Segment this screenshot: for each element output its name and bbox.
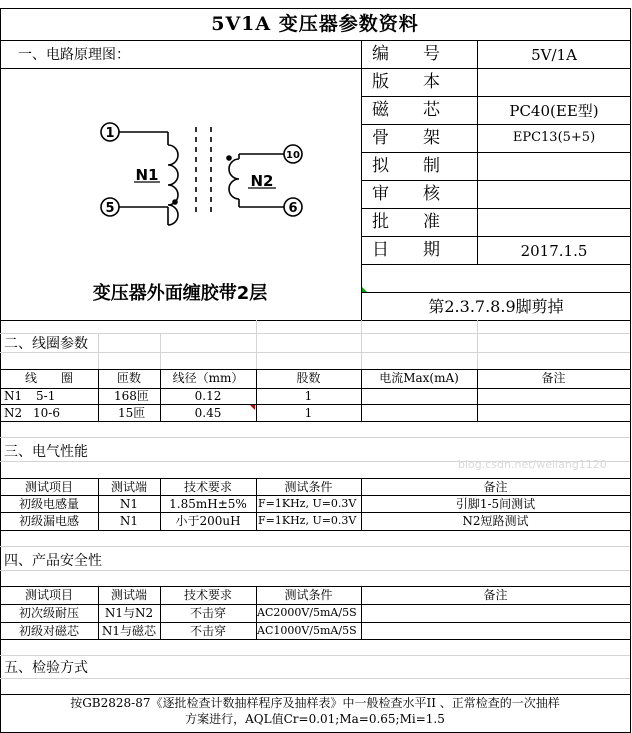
safety-condition: AC1000V/5mA/5S xyxy=(257,624,357,637)
inspection-text-line1: 按GB2828-87《逐批检查计数抽样程序及抽样表》中一般检查水平II 、正常检查的一次抽样 xyxy=(70,696,560,710)
info-value-core: PC40(EE型) xyxy=(509,102,599,120)
diagram-caption: 变压器外面缠胶带2层 xyxy=(92,283,268,304)
coil-header-winding: 线 圈 xyxy=(24,371,73,385)
coil-strands: 1 xyxy=(304,389,313,403)
primary-coil xyxy=(168,145,178,225)
section-circuit: 一、电路原理图： xyxy=(18,47,130,63)
comment-marker xyxy=(362,287,367,292)
pin-1-label: 1 xyxy=(105,126,115,141)
pin-note: 第2.3.7.8.9脚剪掉 xyxy=(428,297,564,316)
coil-name: N1 xyxy=(4,389,23,403)
elec-item: 初级漏电感 xyxy=(18,514,79,528)
elec-header-item: 测试项目 xyxy=(24,480,73,494)
section-electrical: 三、电气性能 xyxy=(4,444,88,460)
safety-header-requirement: 技术要求 xyxy=(183,588,232,602)
n2-label: N2 xyxy=(250,172,274,190)
pin-6-label: 6 xyxy=(288,201,298,216)
section-inspection: 五、检验方式 xyxy=(4,660,88,676)
coil-diameter: 0.45 xyxy=(194,406,222,420)
section-coil: 二、线圈参数 xyxy=(4,336,88,352)
coil-diameter: 0.12 xyxy=(194,389,222,403)
coil-header-diameter: 线径（mm） xyxy=(172,371,244,385)
elec-condition: F=1KHz, U=0.3V xyxy=(258,514,357,527)
info-value-bobbin: EPC13(5+5) xyxy=(512,130,596,145)
safety-requirement: 不击穿 xyxy=(189,606,226,620)
secondary-dot xyxy=(226,155,232,161)
elec-requirement: 1.85mH±5% xyxy=(169,497,247,511)
elec-terminal: N1 xyxy=(119,497,139,511)
coil-header-note: 备注 xyxy=(541,371,566,385)
elec-header-condition: 测试条件 xyxy=(284,480,333,494)
safety-item: 初级对磁芯 xyxy=(18,624,79,638)
safety-terminal: N1与磁芯 xyxy=(101,624,157,638)
elec-header-requirement: 技术要求 xyxy=(183,480,232,494)
info-label-reviewed: 审 核 xyxy=(372,184,440,204)
inspection-text-line2: 方案进行，AQL值Cr=0.01;Ma=0.65;Mi=1.5 xyxy=(185,712,445,726)
elec-terminal: N1 xyxy=(119,514,139,528)
safety-header-item: 测试项目 xyxy=(24,588,73,602)
info-value-date: 2017.1.5 xyxy=(520,242,588,260)
safety-header-terminal: 测试端 xyxy=(110,588,147,602)
elec-note: 引脚1-5间测试 xyxy=(455,497,536,511)
info-value-code: 5V/1A xyxy=(531,46,577,64)
coil-pins: 10-6 xyxy=(33,406,60,420)
coil-pins: 5-1 xyxy=(36,389,56,403)
info-label-drafted: 拟 制 xyxy=(372,156,440,176)
info-label-bobbin: 骨 架 xyxy=(372,128,440,148)
safety-header-note: 备注 xyxy=(483,588,508,602)
coil-turns: 168匝 xyxy=(114,389,149,403)
elec-note: N2短路测试 xyxy=(462,514,529,528)
elec-requirement: 小于200uH xyxy=(175,514,241,528)
safety-condition: AC2000V/5mA/5S xyxy=(257,606,357,619)
safety-terminal: N1与N2 xyxy=(104,606,154,620)
coil-strands: 1 xyxy=(304,406,313,420)
coil-header-current: 电流Max(mA) xyxy=(379,371,459,385)
coil-header-turns: 匝数 xyxy=(116,371,141,385)
coil-name: N2 xyxy=(4,406,23,420)
safety-header-condition: 测试条件 xyxy=(284,588,333,602)
n1-label: N1 xyxy=(135,166,159,184)
watermark: blog.csdn.net/weilang1120 xyxy=(458,458,607,471)
info-label-core: 磁 芯 xyxy=(372,100,440,120)
primary-dot xyxy=(172,199,178,205)
coil-turns: 15匝 xyxy=(118,406,146,420)
secondary-coil xyxy=(229,159,239,199)
coil-header-strands: 股数 xyxy=(296,371,321,385)
section-safety: 四、产品安全性 xyxy=(4,553,102,569)
info-label-version: 版 本 xyxy=(372,72,440,92)
elec-item: 初级电感量 xyxy=(18,497,79,511)
elec-header-terminal: 测试端 xyxy=(110,480,147,494)
pin-10-label: 10 xyxy=(286,150,300,161)
safety-requirement: 不击穿 xyxy=(189,624,226,638)
info-label-approved: 批 准 xyxy=(372,212,440,232)
info-label-date: 日 期 xyxy=(372,240,440,260)
pin-5-label: 5 xyxy=(105,201,115,216)
page-title: 5V1A 变压器参数资料 xyxy=(211,13,419,35)
safety-item: 初次级耐压 xyxy=(18,606,79,620)
elec-condition: F=1KHz, U=0.3V xyxy=(258,497,357,510)
comment-marker xyxy=(250,405,255,410)
elec-header-note: 备注 xyxy=(483,480,508,494)
info-label-code: 编 号 xyxy=(372,44,440,64)
